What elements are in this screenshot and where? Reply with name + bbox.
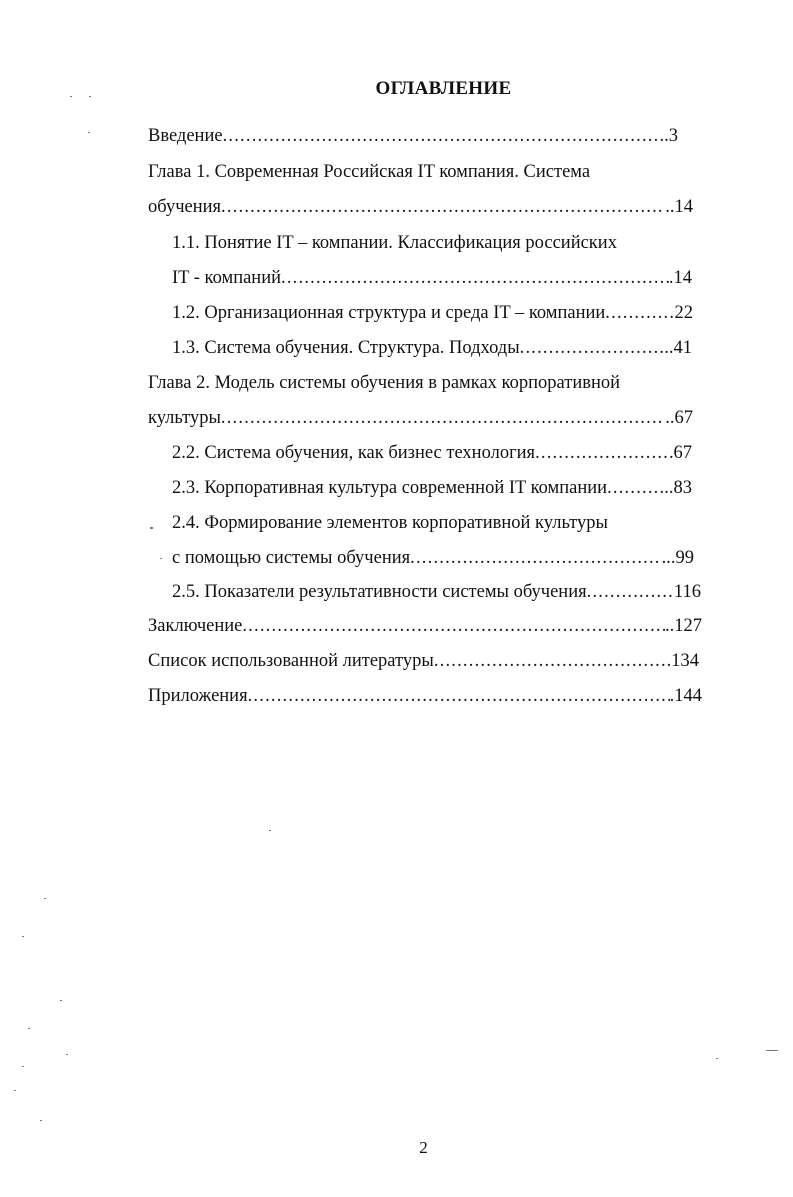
- toc-entry-intro[interactable]: [148, 124, 678, 148]
- toc-page-number: .3: [664, 126, 678, 146]
- toc-entry-references[interactable]: [148, 649, 699, 673]
- toc-entry-label: Введение: [148, 126, 223, 146]
- scan-speck: [14, 1090, 16, 1091]
- dot-leader: [410, 546, 661, 570]
- dot-leader: [221, 195, 665, 219]
- scan-speck: [66, 1054, 68, 1055]
- toc-entry-section-1-1[interactable]: [172, 266, 692, 290]
- scan-speck: [22, 1066, 24, 1067]
- toc-entry-chapter-2-title[interactable]: Глава 2. Модель системы обучения в рамках корпоративной: [148, 373, 621, 393]
- toc-entry-section-2-4-title[interactable]: 2.4. Формирование элементов корпоративной культуры: [172, 513, 608, 533]
- toc-entry-section-1-1-title[interactable]: 1.1. Понятие IT – компании. Классификация российских: [172, 233, 617, 253]
- toc-page-number: ..41: [664, 338, 692, 358]
- toc-page-number: .134: [666, 651, 699, 671]
- dot-leader: [223, 124, 665, 148]
- toc-entry-label: Приложения: [148, 686, 248, 706]
- scan-speck: [88, 132, 90, 133]
- dot-leader: [520, 336, 665, 360]
- toc-entry-label: 2.5. Показатели результативности системы обучения: [172, 582, 587, 602]
- toc-page-number: ..14: [665, 197, 693, 217]
- dot-leader: [248, 684, 670, 708]
- page-number: 2: [419, 1138, 428, 1157]
- scan-speck: [28, 1028, 30, 1029]
- toc-entry-appendix[interactable]: [148, 684, 702, 708]
- toc-entry-chapter-2[interactable]: [148, 406, 693, 430]
- scan-speck: [40, 1120, 42, 1121]
- toc-page-number: 22: [674, 303, 693, 323]
- toc-entry-section-1-2[interactable]: [172, 301, 693, 325]
- toc-entry-label: 2.3. Корпоративная культура современной IT компании: [172, 478, 608, 498]
- scan-speck: [44, 898, 46, 899]
- toc-page-number: ..83: [664, 478, 692, 498]
- dot-leader: [221, 406, 665, 430]
- toc-entry-chapter-1-title[interactable]: Глава 1. Современная Российская IT компания. Система: [148, 162, 591, 182]
- toc-page-number: ..67: [665, 408, 693, 428]
- scan-speck: [766, 1050, 778, 1051]
- scan-speck: [60, 1000, 62, 1001]
- scan-speck: [160, 558, 162, 559]
- toc-entry-conclusion[interactable]: [148, 614, 702, 638]
- scan-speck: [269, 830, 271, 831]
- dot-leader: [535, 441, 673, 465]
- toc-page-number: ...99: [661, 548, 694, 568]
- toc-page-number: ..127: [665, 616, 702, 636]
- dot-leader: [587, 580, 674, 604]
- scan-speck: [89, 96, 91, 97]
- dot-leader: [242, 614, 665, 638]
- dot-leader: [605, 301, 674, 325]
- toc-page-number: 67: [673, 443, 692, 463]
- toc-page-number: .14: [668, 268, 692, 288]
- scan-speck: [150, 527, 153, 529]
- toc-entry-section-2-2[interactable]: [172, 441, 692, 465]
- toc-entry-label: обучения: [148, 197, 222, 217]
- toc-page-number: .144: [669, 686, 702, 706]
- toc-entry-label: 2.2. Система обучения, как бизнес технология: [172, 443, 536, 463]
- toc-entry-label: 1.3. Система обучения. Структура. Подходы: [172, 338, 520, 358]
- scan-speck: [70, 96, 72, 97]
- dot-leader: [434, 649, 667, 673]
- toc-entry-section-2-3[interactable]: [172, 476, 692, 500]
- scan-speck: [22, 936, 24, 937]
- toc-entry-label: 1.2. Организационная структура и среда IT – компании: [172, 303, 606, 323]
- dot-leader: [281, 266, 669, 290]
- page-title: ОГЛАВЛЕНИЕ: [375, 78, 512, 99]
- toc-page-number: 116: [673, 582, 701, 602]
- dot-leader: [607, 476, 664, 500]
- toc-entry-section-1-3[interactable]: [172, 336, 692, 360]
- toc-entry-chapter-1[interactable]: [148, 195, 693, 219]
- toc-entry-section-2-4[interactable]: [172, 546, 694, 570]
- toc-entry-label: культуры: [148, 408, 221, 428]
- toc-entry-section-2-5[interactable]: [172, 580, 701, 604]
- toc-entry-label: Заключение: [148, 616, 243, 636]
- toc-entry-label: IT - компаний: [172, 268, 282, 288]
- scan-speck: [716, 1058, 718, 1059]
- toc-entry-label: с помощью системы обучения: [172, 548, 411, 568]
- toc-entry-label: Список использованной литературы: [148, 651, 434, 671]
